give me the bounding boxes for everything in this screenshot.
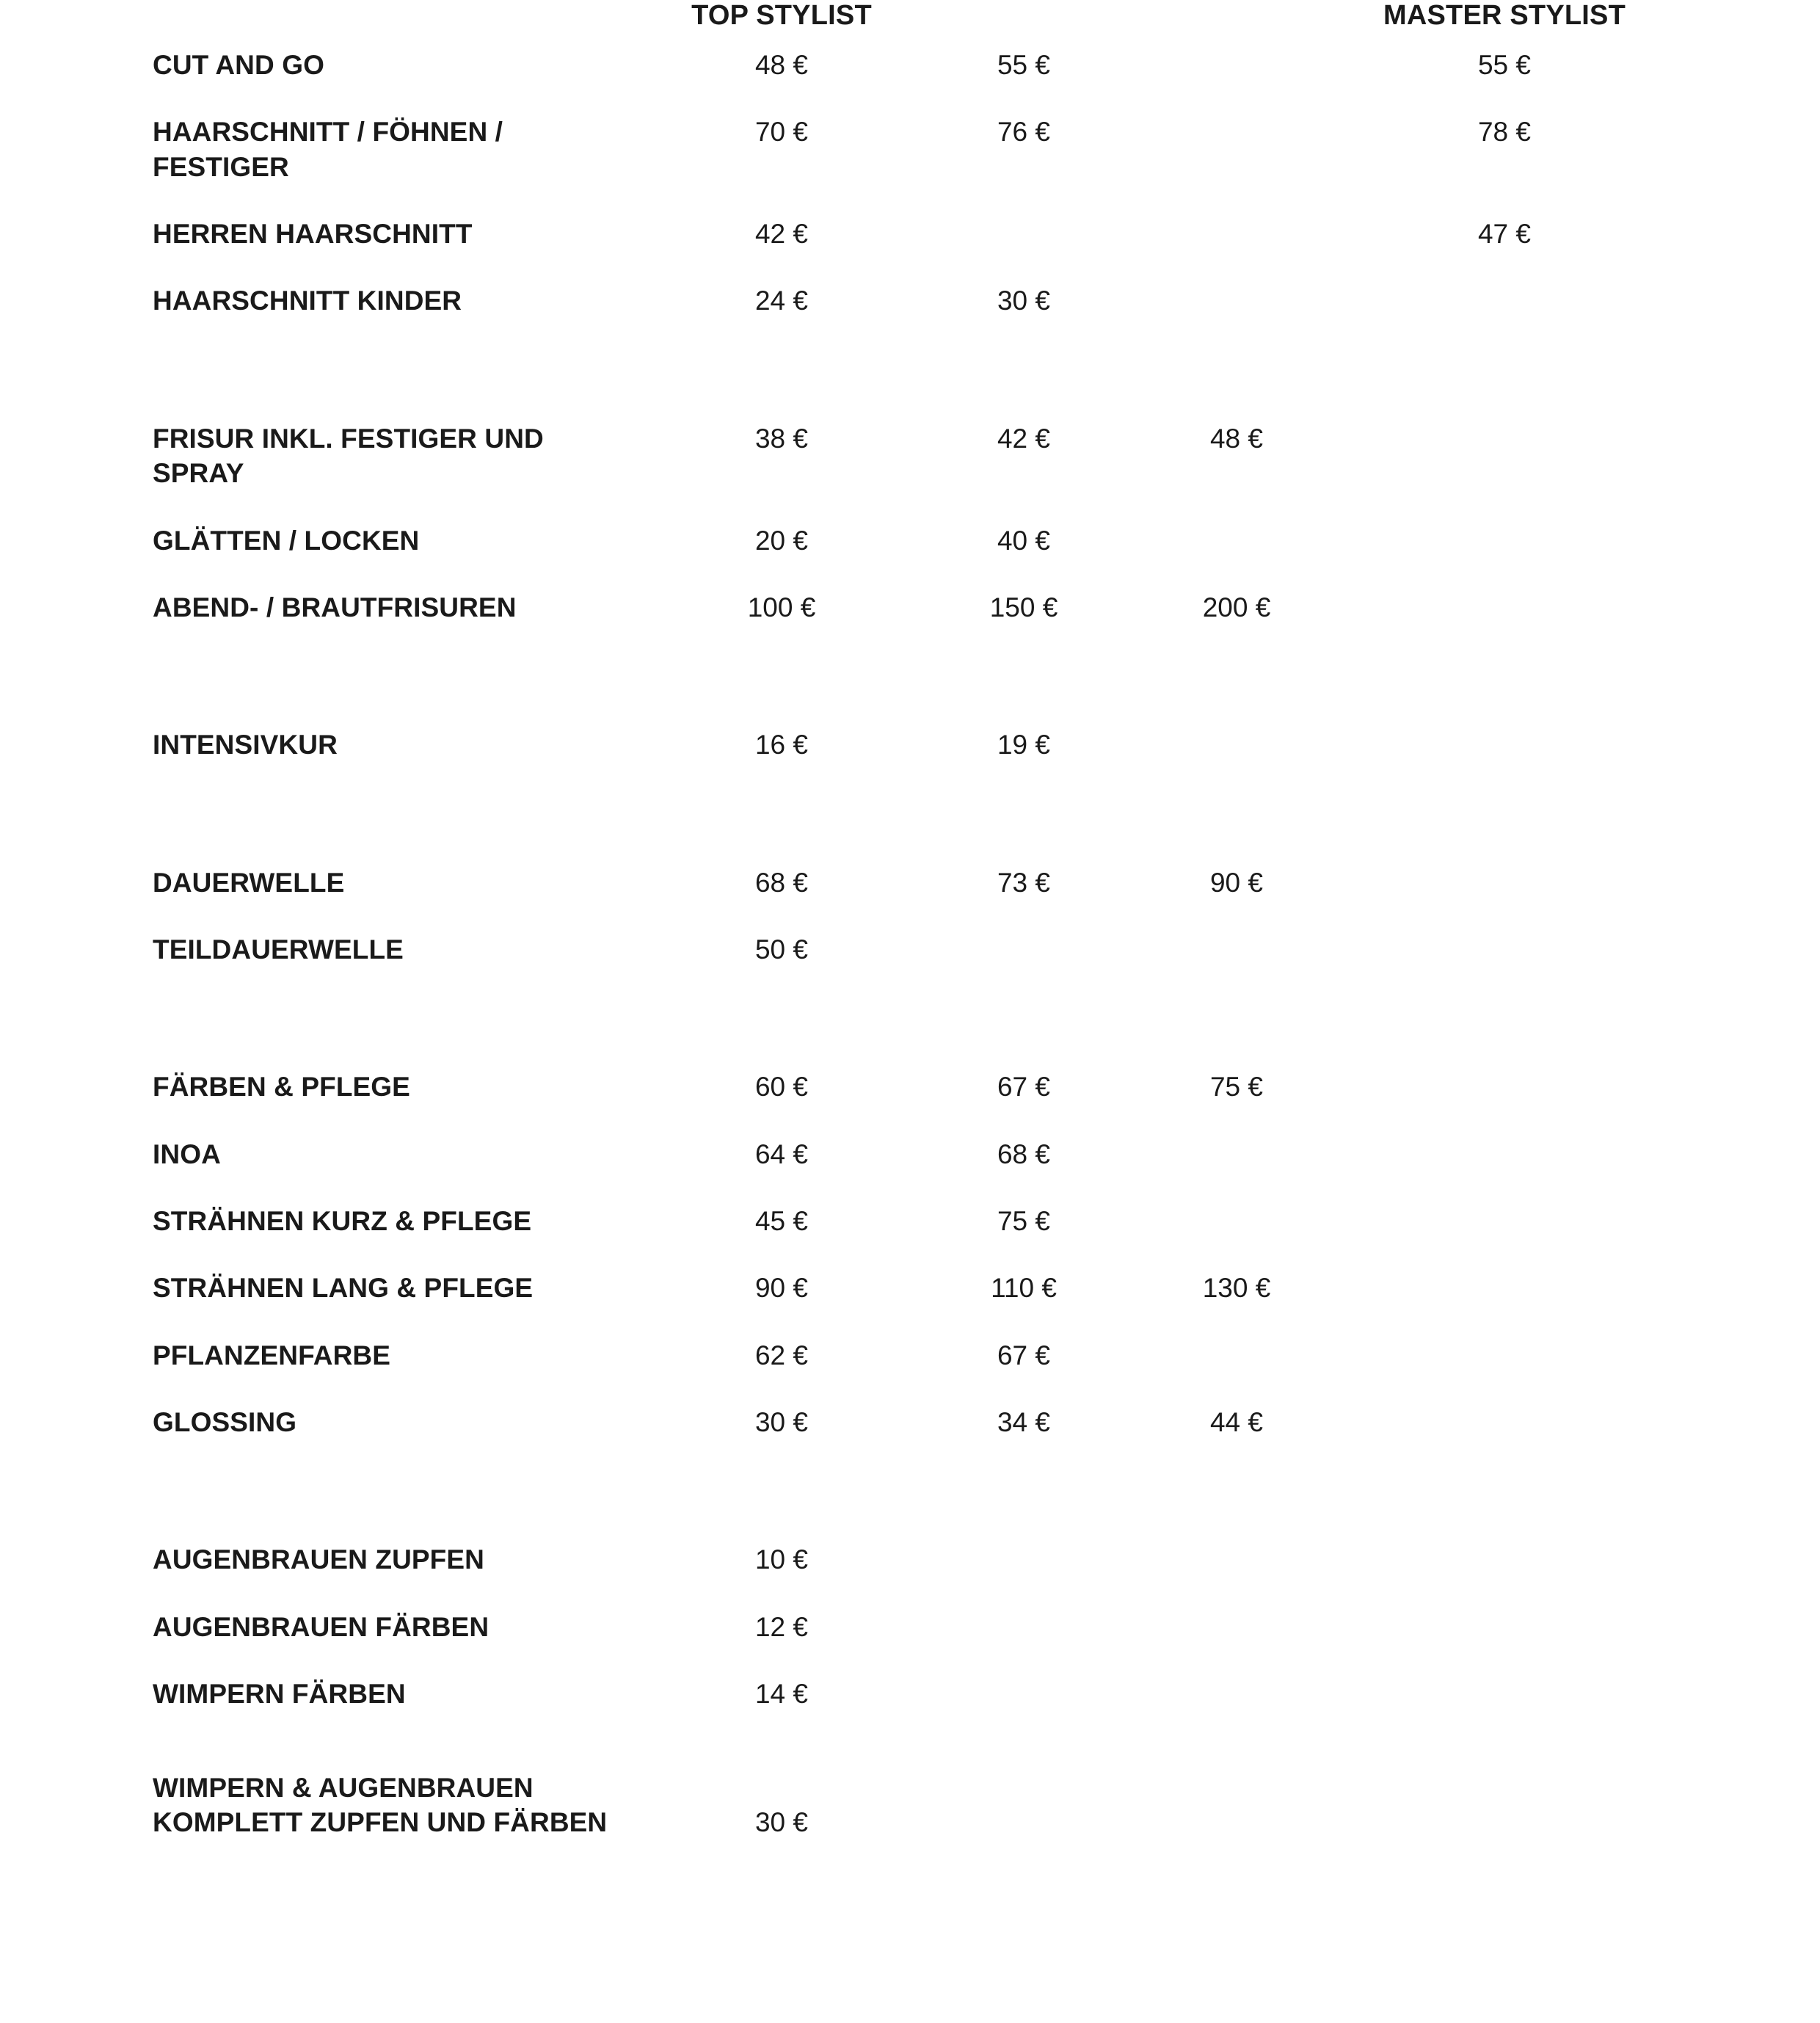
row-pad <box>1666 711 1820 778</box>
price-top-stylist: 50 € <box>754 934 808 965</box>
price-master-stylist <box>1343 267 1666 334</box>
row-pad <box>1666 1322 1820 1389</box>
price-master-stylist <box>1343 574 1666 641</box>
group-spacer <box>0 983 1820 1053</box>
price-master-stylist <box>1343 1526 1666 1593</box>
price-col4: 130 € <box>1202 1273 1271 1304</box>
service-name: WIMPERN & AUGENBRAUEN KOMPLETT ZUPFEN UND FÄRBEN <box>153 1772 608 1837</box>
row-pad <box>1666 1121 1820 1188</box>
service-name: GLOSSING <box>153 1407 297 1438</box>
service-name: TEILDAUERWELLE <box>153 934 404 965</box>
service-name: HAARSCHNITT KINDER <box>153 286 462 316</box>
price-master-stylist <box>1343 916 1666 983</box>
row-pad <box>1666 267 1820 334</box>
price-col3 <box>917 1594 1130 1660</box>
table-row <box>0 200 1820 267</box>
price-col3: 19 € <box>997 730 1050 760</box>
price-master-stylist <box>1343 1322 1666 1389</box>
service-name: STRÄHNEN KURZ & PFLEGE <box>153 1206 532 1237</box>
price-col3: 67 € <box>997 1340 1050 1370</box>
group-spacer <box>0 779 1820 849</box>
price-col4 <box>1130 1594 1343 1660</box>
service-name: CUT AND GO <box>153 50 324 80</box>
price-master-stylist <box>1343 1254 1666 1321</box>
price-col4: 75 € <box>1209 1072 1263 1103</box>
service-name: HAARSCHNITT / FÖHNEN / FESTIGER <box>153 117 503 182</box>
price-top-stylist: 42 € <box>754 219 808 250</box>
price-col3: 30 € <box>997 286 1050 316</box>
column-header-top-stylist: TOP STYLIST <box>691 0 872 31</box>
price-top-stylist: 70 € <box>754 117 808 148</box>
price-col4 <box>1130 1660 1343 1727</box>
price-top-stylist: 20 € <box>754 525 808 556</box>
price-top-stylist: 62 € <box>754 1340 808 1370</box>
price-top-stylist: 12 € <box>754 1611 808 1642</box>
price-top-stylist: 100 € <box>747 592 816 622</box>
row-pad <box>1666 1594 1820 1660</box>
row-pad <box>1666 98 1820 200</box>
table-row <box>0 1121 1820 1188</box>
price-master-stylist <box>1343 1121 1666 1188</box>
price-top-stylist: 24 € <box>754 286 808 316</box>
price-col4: 90 € <box>1209 867 1263 898</box>
price-col4 <box>1130 1526 1343 1593</box>
price-master-stylist: 55 € <box>1477 50 1531 80</box>
row-pad <box>1666 1053 1820 1120</box>
table-row <box>0 1254 1820 1321</box>
table-row <box>0 1053 1820 1120</box>
table-row <box>0 1526 1820 1593</box>
price-col4 <box>1130 1121 1343 1188</box>
price-top-stylist: 68 € <box>754 867 808 898</box>
table-header <box>0 0 1820 32</box>
price-top-stylist: 60 € <box>754 1072 808 1103</box>
price-top-stylist: 38 € <box>754 423 808 454</box>
price-top-stylist: 45 € <box>754 1206 808 1237</box>
service-name: PFLANZENFARBE <box>153 1340 391 1370</box>
price-col4 <box>1130 711 1343 778</box>
table-row <box>0 267 1820 334</box>
price-col3: 67 € <box>997 1072 1050 1103</box>
row-pad <box>1666 1254 1820 1321</box>
price-top-stylist: 30 € <box>754 1806 808 1837</box>
table-row <box>0 1188 1820 1254</box>
row-pad <box>1666 916 1820 983</box>
row-pad <box>1666 200 1820 267</box>
service-name: AUGENBRAUEN FÄRBEN <box>153 1611 489 1642</box>
price-top-stylist: 48 € <box>754 50 808 80</box>
service-name: GLÄTTEN / LOCKEN <box>153 525 420 556</box>
table-row <box>0 916 1820 983</box>
column-header-service <box>0 0 646 32</box>
table-row <box>0 1754 1820 1856</box>
price-col4 <box>1130 32 1343 98</box>
service-name: WIMPERN FÄRBEN <box>153 1679 406 1710</box>
price-top-stylist: 16 € <box>754 730 808 760</box>
table-row <box>0 507 1820 574</box>
table-row <box>0 405 1820 507</box>
price-master-stylist <box>1343 507 1666 574</box>
price-master-stylist <box>1343 1754 1666 1856</box>
row-pad <box>1666 1754 1820 1856</box>
table-row <box>0 1594 1820 1660</box>
service-name: INOA <box>153 1138 221 1169</box>
price-top-stylist: 64 € <box>754 1138 808 1169</box>
price-top-stylist: 90 € <box>754 1273 808 1304</box>
price-col3 <box>917 916 1130 983</box>
price-col3: 76 € <box>997 117 1050 148</box>
price-col3: 40 € <box>997 525 1050 556</box>
table-row <box>0 32 1820 98</box>
column-header-master-stylist: MASTER STYLIST <box>1383 0 1626 31</box>
price-master-stylist <box>1343 1594 1666 1660</box>
row-pad <box>1666 507 1820 574</box>
price-col3 <box>917 1526 1130 1593</box>
group-spacer <box>0 335 1820 405</box>
price-col4 <box>1130 200 1343 267</box>
price-master-stylist <box>1343 849 1666 916</box>
price-master-stylist <box>1343 1053 1666 1120</box>
price-col4 <box>1130 1754 1343 1856</box>
table-row <box>0 1660 1820 1727</box>
price-top-stylist: 30 € <box>754 1407 808 1438</box>
group-spacer <box>0 641 1820 711</box>
price-col3 <box>917 200 1130 267</box>
row-pad <box>1666 1188 1820 1254</box>
table-row <box>0 849 1820 916</box>
price-master-stylist: 47 € <box>1477 219 1531 250</box>
price-col4 <box>1130 267 1343 334</box>
price-master-stylist: 78 € <box>1477 117 1531 148</box>
table-row <box>0 711 1820 778</box>
price-top-stylist: 14 € <box>754 1679 808 1710</box>
service-name: AUGENBRAUEN ZUPFEN <box>153 1544 484 1575</box>
service-name: HERREN HAARSCHNITT <box>153 219 473 250</box>
column-header-col3 <box>917 0 1130 32</box>
table-row <box>0 574 1820 641</box>
price-col3: 55 € <box>997 50 1050 80</box>
price-col4: 48 € <box>1209 423 1263 454</box>
service-name: FÄRBEN & PFLEGE <box>153 1072 410 1103</box>
price-col3: 110 € <box>991 1273 1057 1304</box>
row-pad <box>1666 405 1820 507</box>
price-col4 <box>1130 1322 1343 1389</box>
service-name: STRÄHNEN LANG & PFLEGE <box>153 1273 534 1304</box>
price-top-stylist: 10 € <box>754 1544 808 1575</box>
price-col4 <box>1130 916 1343 983</box>
row-pad <box>1666 32 1820 98</box>
price-master-stylist <box>1343 1188 1666 1254</box>
price-col4 <box>1130 507 1343 574</box>
row-pad <box>1666 1526 1820 1593</box>
price-col3 <box>917 1754 1130 1856</box>
column-header-col4 <box>1130 0 1343 32</box>
header-row <box>0 0 1820 32</box>
price-master-stylist <box>1343 405 1666 507</box>
row-spacer <box>0 1728 1820 1754</box>
price-col3: 73 € <box>997 867 1050 898</box>
price-master-stylist <box>1343 1389 1666 1456</box>
service-name: FRISUR INKL. FESTIGER UND SPRAY <box>153 423 544 489</box>
price-col3: 75 € <box>997 1206 1050 1237</box>
table-row <box>0 98 1820 200</box>
group-spacer <box>0 1456 1820 1526</box>
service-name: ABEND- / BRAUTFRISUREN <box>153 592 517 622</box>
row-pad <box>1666 1660 1820 1727</box>
service-name: INTENSIVKUR <box>153 730 338 760</box>
row-pad <box>1666 574 1820 641</box>
price-col4 <box>1130 98 1343 200</box>
price-col4: 44 € <box>1209 1407 1263 1438</box>
price-col4 <box>1130 1188 1343 1254</box>
price-col3: 34 € <box>997 1407 1050 1438</box>
price-col3: 150 € <box>989 592 1058 622</box>
table-row <box>0 1389 1820 1456</box>
column-header-pad <box>1666 0 1820 32</box>
table-body <box>0 32 1820 1856</box>
price-master-stylist <box>1343 711 1666 778</box>
price-col3: 68 € <box>997 1138 1050 1169</box>
price-master-stylist <box>1343 1660 1666 1727</box>
row-pad <box>1666 1389 1820 1456</box>
price-col3: 42 € <box>997 423 1050 454</box>
price-col3 <box>917 1660 1130 1727</box>
service-name: DAUERWELLE <box>153 867 345 898</box>
price-col4: 200 € <box>1202 592 1271 622</box>
table-row <box>0 1322 1820 1389</box>
row-pad <box>1666 849 1820 916</box>
